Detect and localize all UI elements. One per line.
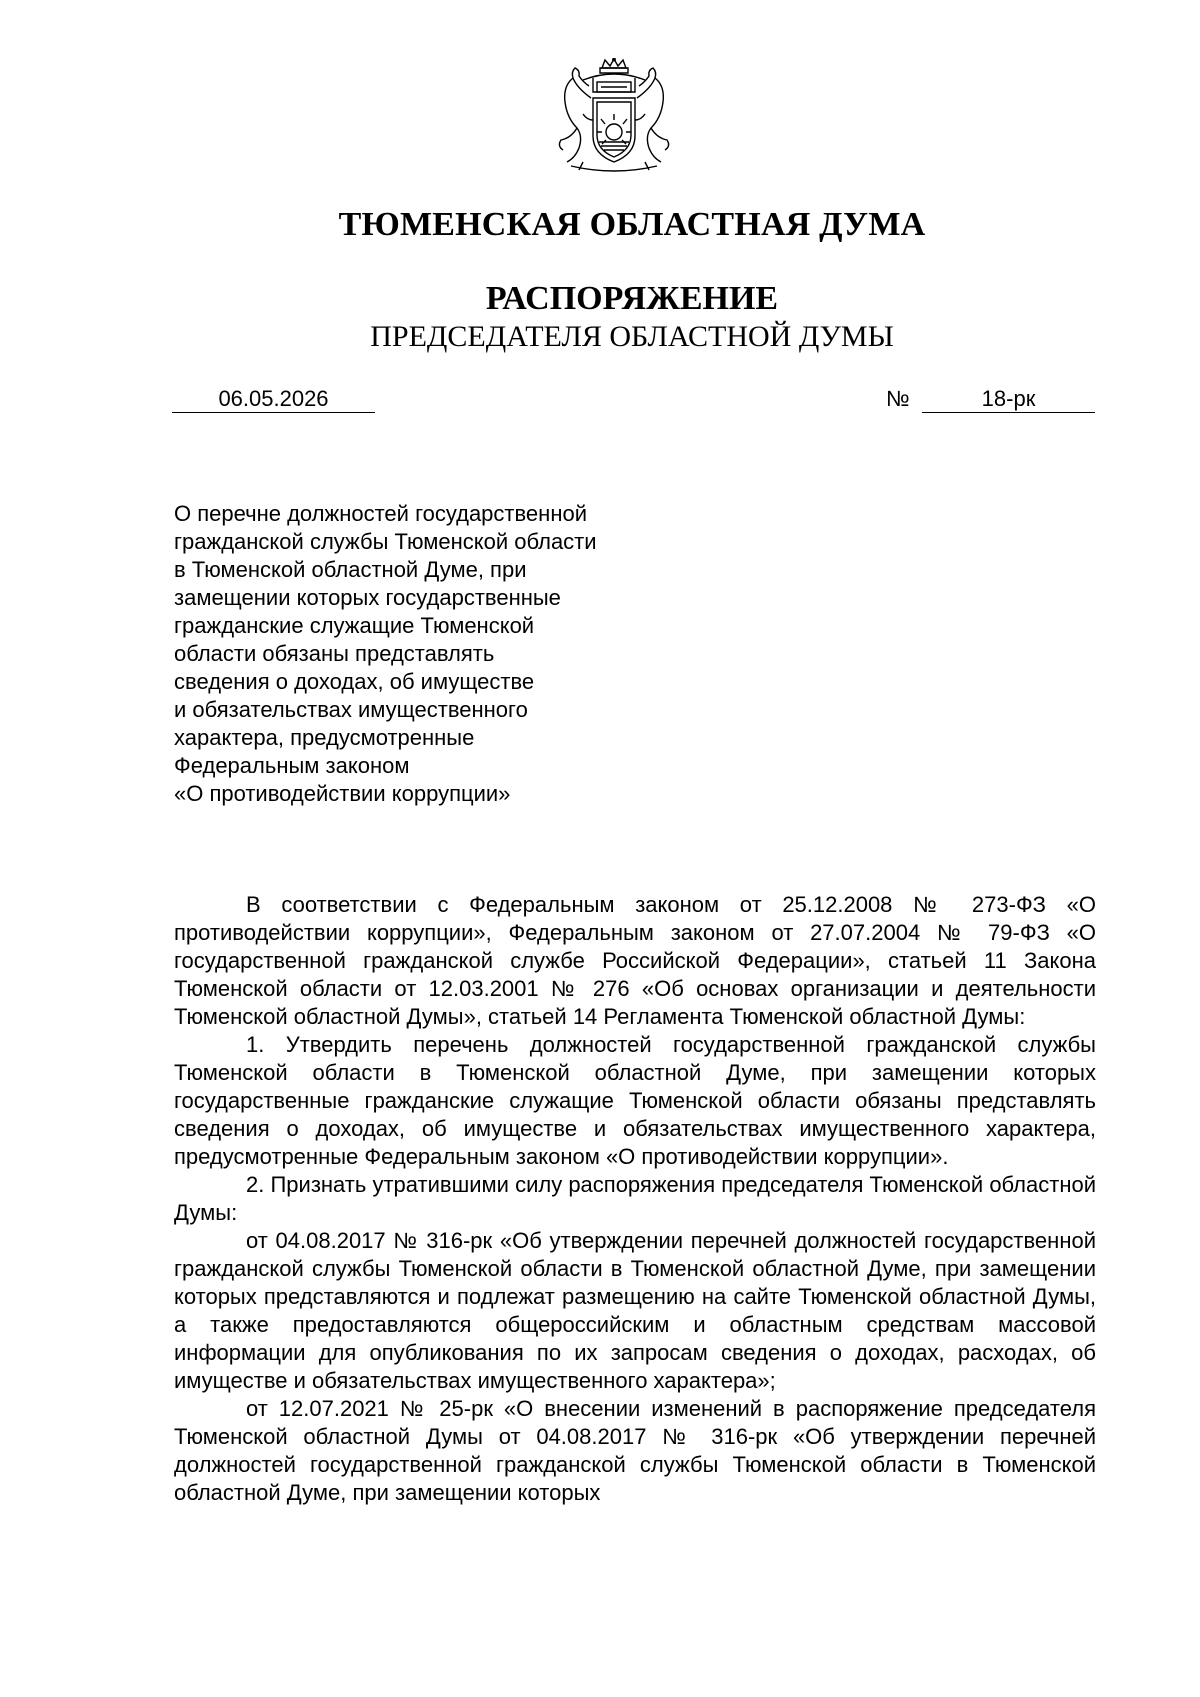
organization-title: ТЮМЕНСКАЯ ОБЛАСТНАЯ ДУМА xyxy=(338,206,926,243)
item-2-paragraph: 2. Признать утратившими силу распоряжения председателя Тюменской областной Думы: xyxy=(174,1172,1096,1225)
document-type-title: РАСПОРЯЖЕНИЕ xyxy=(485,280,779,317)
item-2a-paragraph: от 04.08.2017 № 316-рк «Об утверждении перечней должностей государственной гражданской службы Тюменской области в Тюменской областной Думе, при замещении которых представляются и подлежат размещению на сайте Тюменской областной Думы, а также предоставляются общероссийским и областным средствам массовой информации для опубликования по их запросам сведения о доходах, расходах, об имуществе и обязательствах имущественного характера»; xyxy=(174,1228,1096,1393)
document-body xyxy=(174,891,1096,1507)
subject-line: характера, предусмотренные xyxy=(174,725,475,750)
subject-line: гражданской службы Тюменской области xyxy=(174,529,597,554)
subject-line: замещении которых государственные xyxy=(174,585,561,610)
issuer-subtitle: ПРЕДСЕДАТЕЛЯ ОБЛАСТНОЙ ДУМЫ xyxy=(370,320,894,353)
subject-line: гражданские служащие Тюменской xyxy=(174,613,535,638)
item-1-paragraph: 1. Утвердить перечень должностей государственной гражданской службы Тюменской области в Тюменской областной Думе, при замещении которых государственные гражданские служащие Тюменской области обязаны представлять сведения о доходах, об имуществе и обязательствах имущественного характера, предусмотренные Федеральным законом «О противодействии коррупции». xyxy=(174,1032,1096,1169)
number-sign: № xyxy=(886,386,910,411)
preamble-paragraph: В соответствии с Федеральным законом от 25.12.2008 № 273-ФЗ «О противодействии коррупции», Федеральным законом от 27.07.2004 № 79-ФЗ «О государственной гражданской службе Российской Федерации», статьей 11 Закона Тюменской области от 12.03.2001 № 276 «Об основах организации и деятельности Тюменской областной Думы», статьей 14 Регламента Тюменской областной Думы: xyxy=(174,892,1096,1029)
subject-line: Федеральным законом xyxy=(174,753,410,778)
subject-line: сведения о доходах, об имуществе xyxy=(174,669,535,694)
document-subject xyxy=(174,500,654,808)
document-date: 06.05.2026 xyxy=(172,388,375,413)
subject-line: «О противодействии коррупции» xyxy=(174,781,511,806)
subject-line: в Тюменской областной Думе, при xyxy=(174,557,527,582)
coat-of-arms-icon xyxy=(553,58,675,176)
subject-line: области обязаны представлять xyxy=(174,641,495,666)
item-2b-paragraph: от 12.07.2021 № 25-рк «О внесении изменений в распоряжение председателя Тюменской областной Думы от 04.08.2017 № 316-рк «Об утверждении перечней должностей государственной гражданской службы Тюменской области в Тюменской областной Думе, при замещении которых xyxy=(174,1396,1096,1505)
document-number: 18-рк xyxy=(922,388,1095,413)
subject-line: и обязательствах имущественного xyxy=(174,697,528,722)
subject-line: О перечне должностей государственной xyxy=(174,501,587,526)
